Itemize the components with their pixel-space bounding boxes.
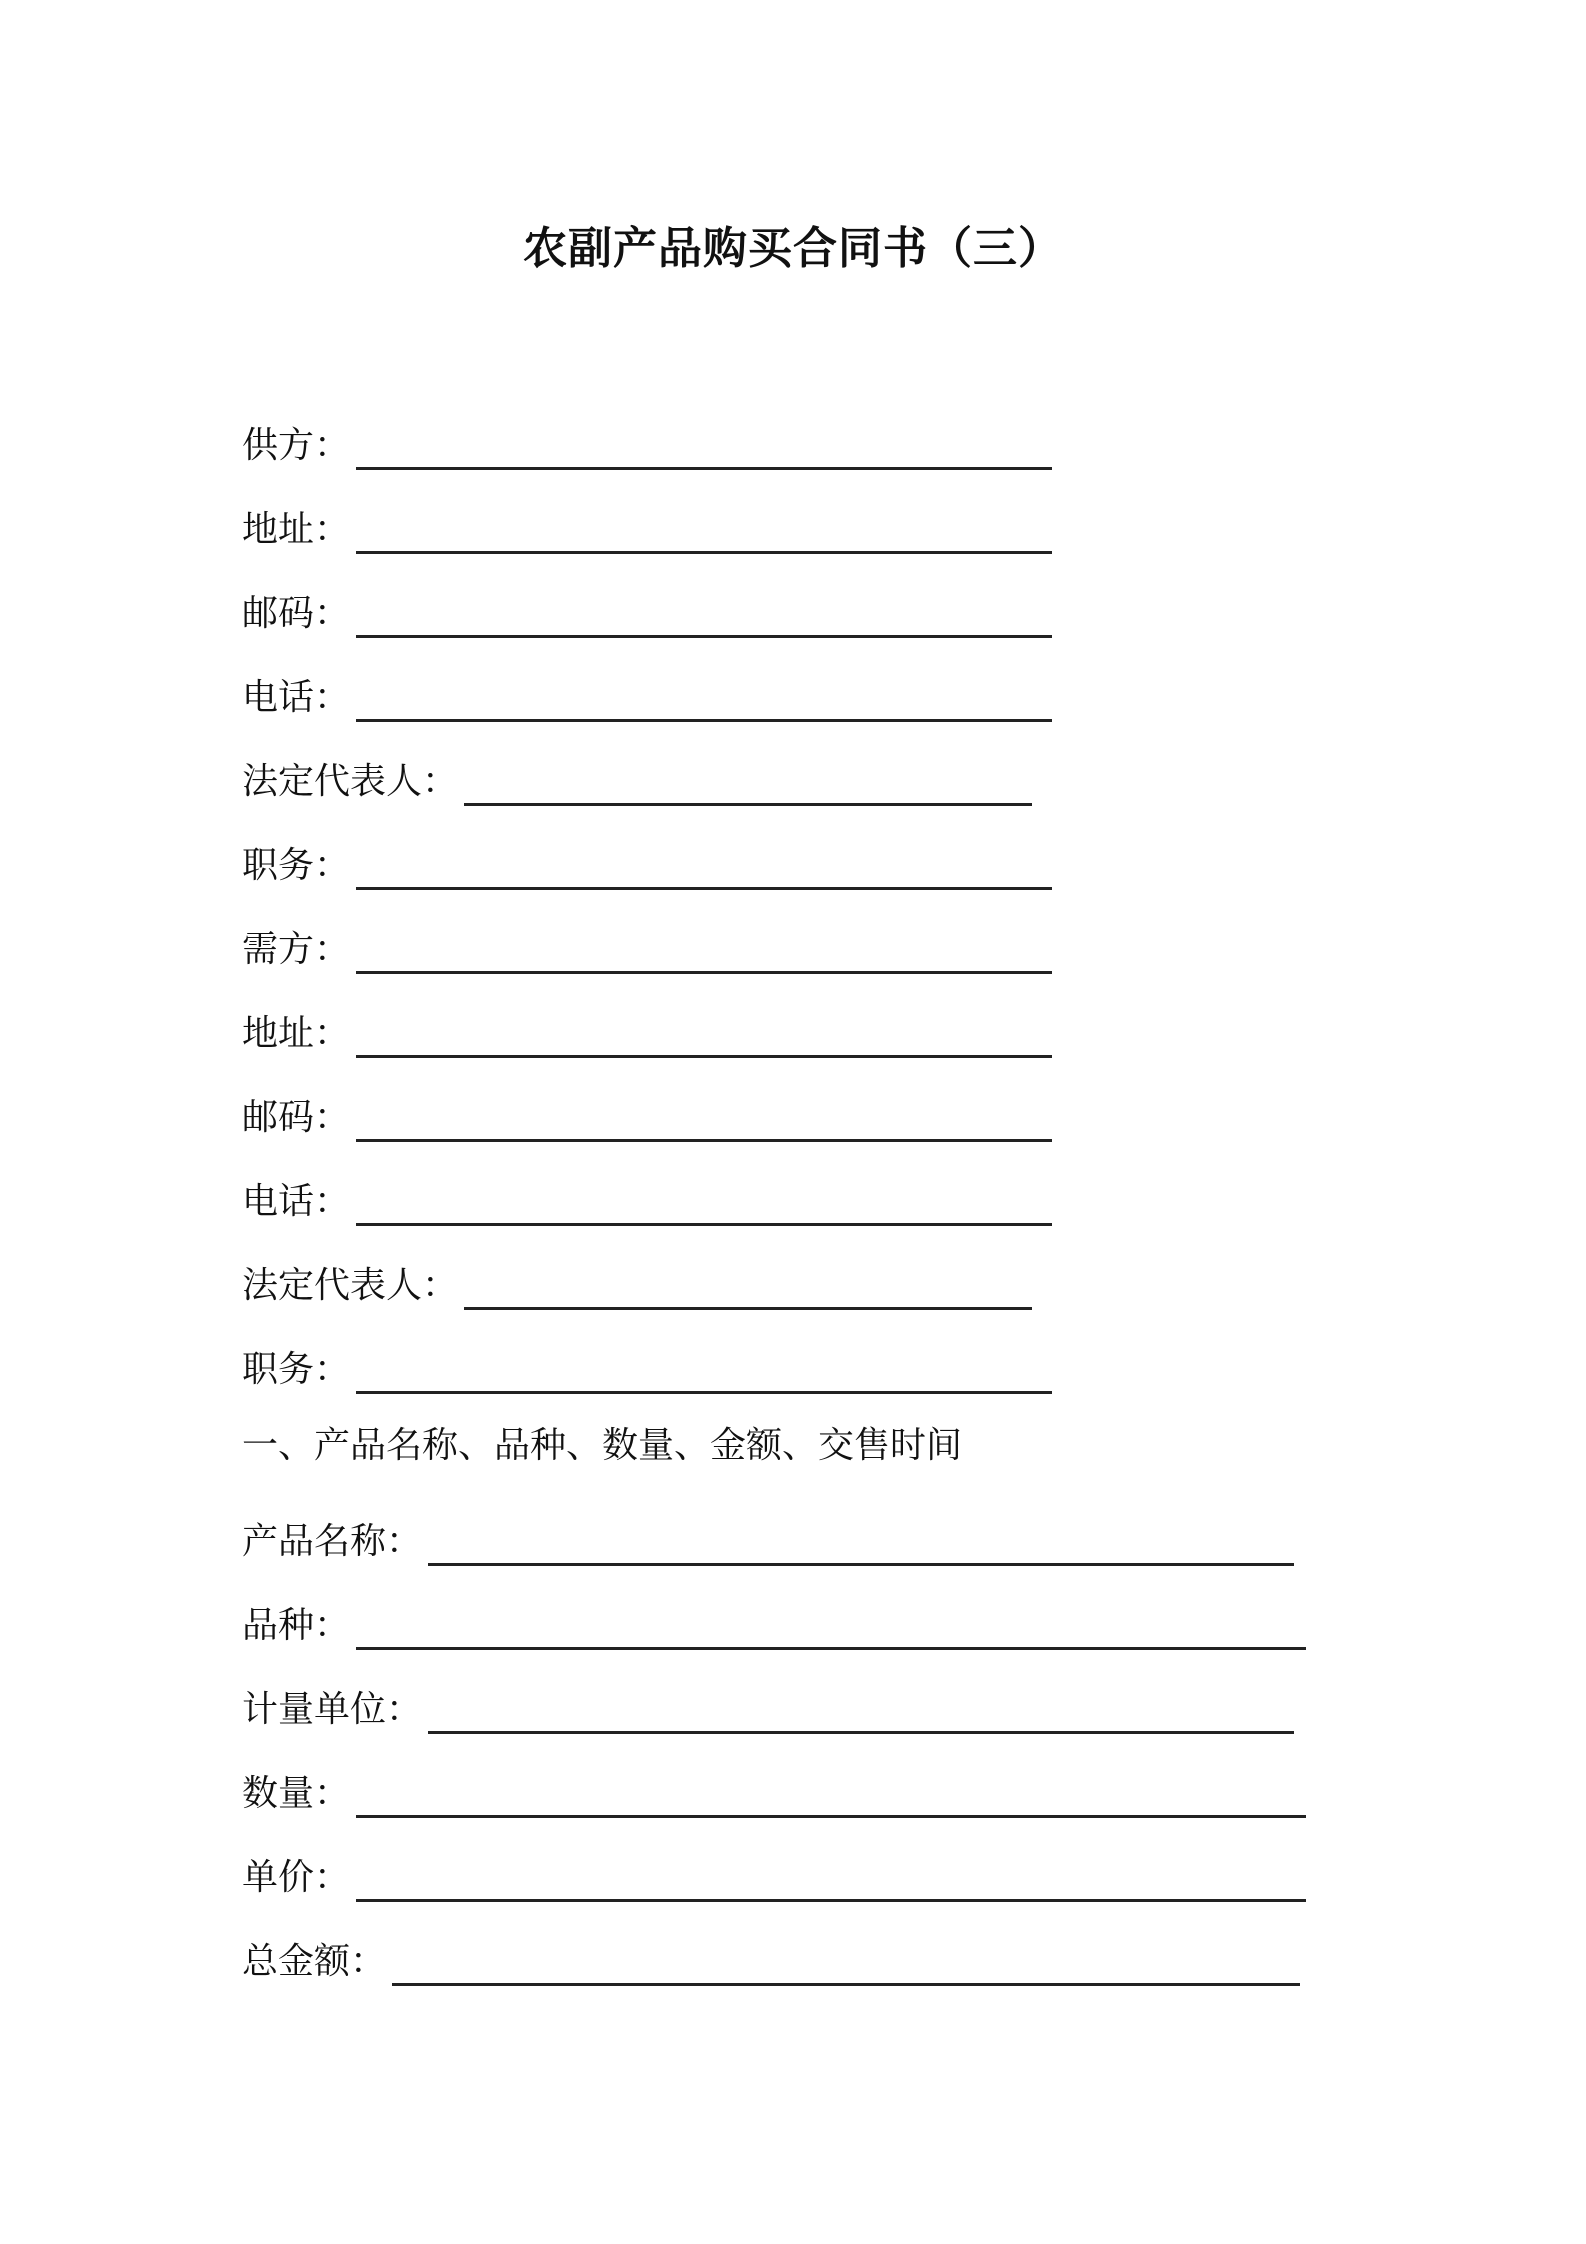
buyer-phone-field [242,1160,1052,1220]
field-label: 总金额： [242,1941,387,1982]
field-label: 单价： [242,1857,351,1898]
field-label: 产品名称： [242,1521,423,1562]
buyer-legal-rep-field [242,1244,1032,1304]
fill-in-line[interactable] [356,549,1052,554]
fill-in-line[interactable] [428,1729,1294,1734]
field-label: 数量： [242,1773,351,1814]
fill-in-line[interactable] [356,717,1052,722]
variety-field [242,1584,1306,1644]
fill-in-line[interactable] [356,1389,1052,1394]
fill-in-line[interactable] [356,1221,1052,1226]
fill-in-line[interactable] [464,1305,1032,1310]
unit-field [242,1668,1294,1728]
buyer-address-field [242,992,1052,1052]
buyer-name-field [242,908,1052,968]
fill-in-line[interactable] [428,1561,1294,1566]
buyer-position-field [242,1328,1052,1388]
supplier-legal-rep-field [242,740,1032,800]
field-label: 邮码： [242,1097,351,1138]
product-name-field [242,1500,1294,1560]
field-label: 电话： [242,1181,351,1222]
field-label: 计量单位： [242,1689,423,1730]
field-label: 法定代表人： [242,761,459,802]
supplier-address-field [242,488,1052,548]
field-label: 职务： [242,1349,351,1390]
field-label: 职务： [242,845,351,886]
supplier-phone-field [242,656,1052,716]
quantity-field [242,1752,1306,1812]
fill-in-line[interactable] [464,801,1032,806]
fill-in-line[interactable] [356,969,1052,974]
fill-in-line[interactable] [356,633,1052,638]
supplier-postcode-field [242,572,1052,632]
field-label: 地址： [242,1013,351,1054]
total-amount-field [242,1920,1300,1980]
buyer-postcode-field [242,1076,1052,1136]
document-title: 农副产品购买合同书（三） [523,223,1063,274]
supplier-position-field [242,824,1052,884]
unit-price-field [242,1836,1306,1896]
field-label: 邮码： [242,593,351,634]
fill-in-line[interactable] [356,885,1052,890]
fill-in-line[interactable] [356,1645,1306,1650]
field-label: 需方： [242,929,351,970]
supplier-name-field [242,404,1052,464]
fill-in-line[interactable] [356,1053,1052,1058]
fill-in-line[interactable] [356,465,1052,470]
field-label: 法定代表人： [242,1265,459,1306]
field-label: 品种： [242,1605,351,1646]
fill-in-line[interactable] [356,1137,1052,1142]
fill-in-line[interactable] [356,1897,1306,1902]
field-label: 电话： [242,677,351,718]
section-1-heading: 一、产品名称、品种、数量、金额、交售时间 [242,1425,963,1466]
field-label: 供方： [242,425,351,466]
fill-in-line[interactable] [356,1813,1306,1818]
fill-in-line[interactable] [392,1981,1300,1986]
field-label: 地址： [242,509,351,550]
